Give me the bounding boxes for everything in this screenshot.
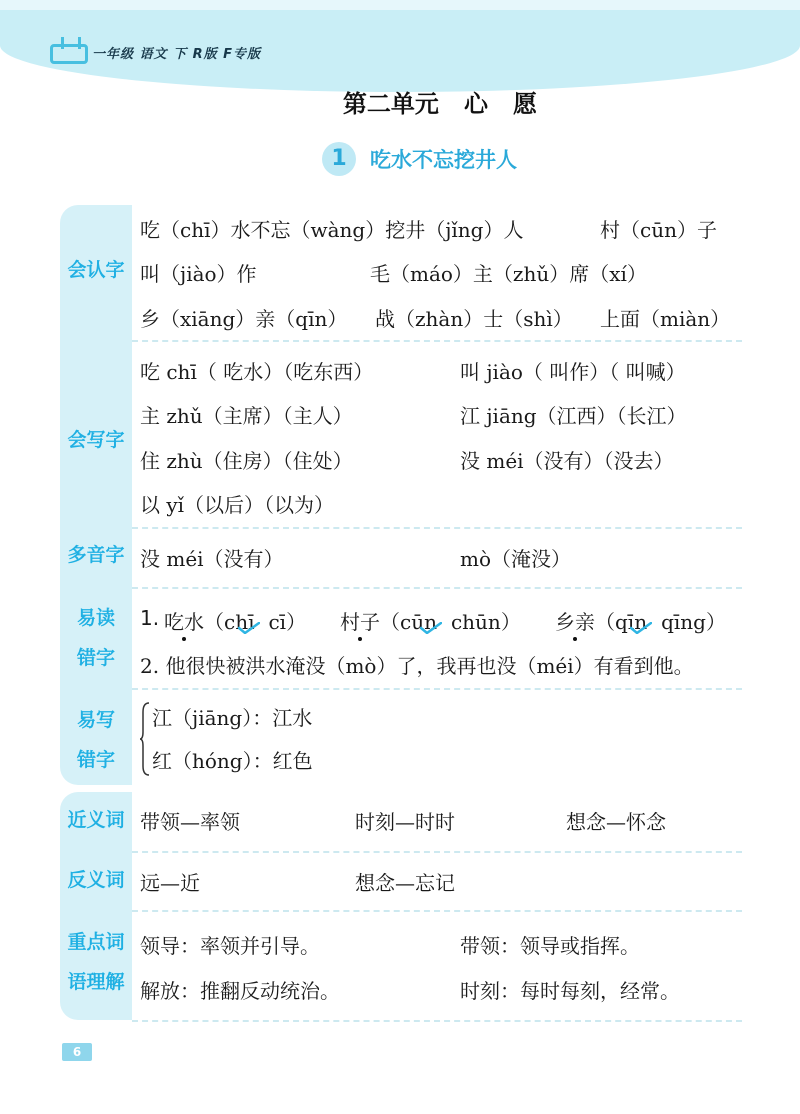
miswrite-item: 江（jiāng）：江水: [152, 706, 313, 730]
misread-sentence: 2. 他很快被洪水淹没（mò）了，我再也没（méi）有看到他。: [140, 654, 694, 678]
recognize-item: 战（zhàn）士（shì）: [375, 307, 573, 331]
brace-icon: [140, 702, 150, 776]
misread-correct: cūn: [400, 610, 437, 634]
label-keywords-2: 语理解: [67, 971, 125, 993]
label-antonyms: 反义词: [67, 869, 125, 891]
polyphonic-item: mò（淹没）: [460, 547, 572, 571]
keyword-item: 领导：率领并引导。: [140, 934, 320, 958]
misread-bracket: ）: [500, 610, 521, 634]
header-strip: [0, 0, 800, 10]
antonym-pair: 想念—忘记: [355, 871, 455, 895]
misread-bracket: （: [380, 610, 400, 634]
synonym-pair: 带领—率领: [140, 810, 240, 834]
series-logo-icon: [50, 44, 88, 64]
recognize-item: 村（cūn）子: [600, 218, 717, 242]
write-item: 以 yǐ（以后）（以为）: [140, 493, 335, 517]
label-keywords-1: 重点词: [67, 931, 125, 953]
lesson-number: 1: [322, 142, 356, 176]
misread-bracket: （: [595, 610, 615, 634]
synonym-pair: 想念—怀念: [566, 810, 666, 834]
keyword-item: 时刻：每时每刻，经常。: [460, 979, 680, 1003]
write-item: 没 méi（没有）（没去）: [460, 449, 674, 473]
label-polyphonic: 多音字: [67, 544, 125, 566]
keyword-item: 带领：领导或指挥。: [460, 934, 640, 958]
separator: [132, 587, 742, 589]
write-item: 住 zhù（住房）（住处）: [140, 449, 353, 473]
unit-title: 第二单元 心 愿: [342, 90, 538, 118]
check-mark-icon: [630, 622, 652, 634]
misread-correct: qīn: [615, 610, 648, 634]
separator: [132, 340, 742, 342]
write-item: 叫 jiào（ 叫作）（ 叫喊）: [460, 360, 686, 384]
misread-bracket: （: [204, 610, 224, 634]
polyphonic-item: 没 méi（没有）: [140, 547, 284, 571]
write-item: 主 zhǔ（主席）（主人）: [140, 404, 353, 428]
series-label: 一年级 语文 下 R版 F专版: [92, 47, 261, 62]
misread-word: 乡亲: [555, 610, 595, 634]
misread-word: 吃水: [164, 610, 204, 634]
separator: [132, 851, 742, 853]
recognize-item: 叫（jiào）作: [140, 262, 257, 286]
misread-wrong: cī: [268, 610, 287, 634]
misread-wrong: chūn: [450, 610, 501, 634]
label-write: 会写字: [67, 429, 125, 451]
write-item: 吃 chī（ 吃水）（吃东西）: [140, 360, 374, 384]
lesson-heading: [322, 142, 517, 176]
antonym-pair: 远—近: [140, 871, 200, 895]
check-mark-icon: [420, 622, 442, 634]
misread-prefix: 1.: [140, 606, 160, 630]
lesson-title: 吃水不忘挖井人: [370, 148, 517, 172]
synonym-pair: 时刻—时时: [355, 810, 455, 834]
keyword-item: 解放：推翻反动统治。: [140, 979, 340, 1003]
misread-correct: chī: [224, 610, 255, 634]
miswrite-item: 红（hóng）：红色: [152, 749, 313, 773]
recognize-item: 上面（miàn）: [600, 307, 731, 331]
label-recognize: 会认字: [67, 259, 125, 281]
misread-bracket: ）: [705, 610, 726, 634]
separator: [132, 527, 742, 529]
page-number: 6: [62, 1043, 92, 1061]
label-miswrite-1: 易写: [76, 709, 115, 731]
recognize-item: 吃（chī）水不忘（wàng）挖井（jǐng）人: [140, 218, 524, 242]
separator: [132, 1020, 742, 1022]
recognize-item: 毛（máo）主（zhǔ）席（xí）: [370, 262, 647, 286]
label-synonyms: 近义词: [67, 809, 125, 831]
check-mark-icon: [238, 622, 260, 634]
separator: [132, 688, 742, 690]
misread-group: [164, 606, 306, 635]
label-misread-2: 错字: [76, 647, 115, 669]
misread-wrong: qīng: [661, 610, 706, 634]
label-panel-top: [60, 205, 132, 785]
label-misread-1: 易读: [76, 607, 115, 629]
recognize-item: 乡（xiāng）亲（qīn）: [140, 307, 348, 331]
misread-bracket: ）: [286, 610, 307, 634]
misread-word: 村子: [340, 610, 380, 634]
separator: [132, 910, 742, 912]
label-miswrite-2: 错字: [76, 749, 115, 771]
write-item: 江 jiāng（江西）（长江）: [460, 404, 687, 428]
